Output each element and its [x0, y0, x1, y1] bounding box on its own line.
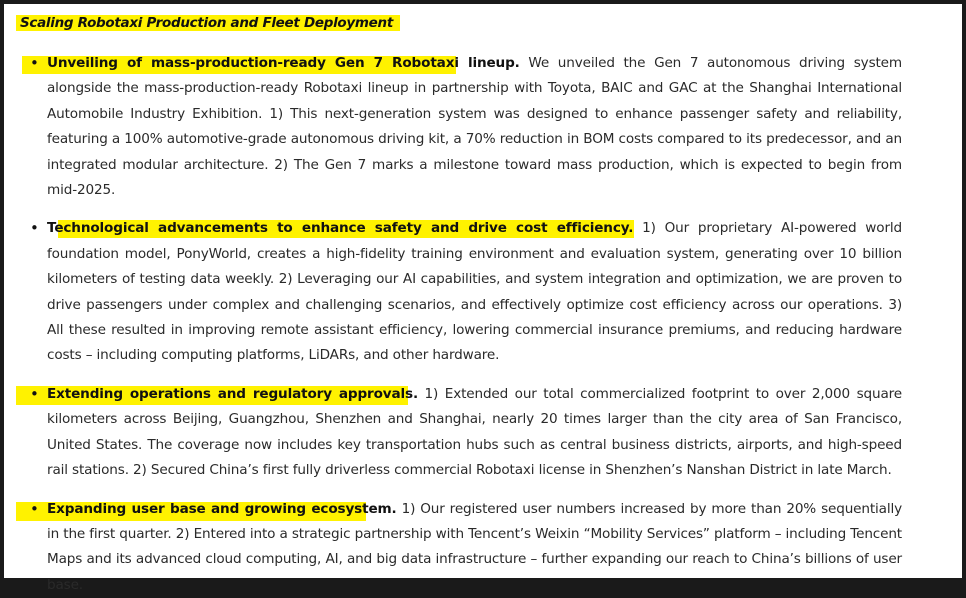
bullet-body: 1) Our registered user numbers increased by more than 20% sequentially in the first quarter. 2) Entered into a strategic partnership with Tencent’s Weixin “Mobility Services” platform – including Tencent Maps and its advanced cloud computing, AI, and big data infrastructure – further expanding our reach to China’s billions of user base.: [47, 501, 902, 593]
bullet-heading: Unveiling of mass-production-ready Gen 7 Robotaxi lineup.: [47, 55, 520, 71]
bullet-item-tech: [20, 216, 902, 368]
document-page: [4, 4, 962, 578]
bullet-heading: Technological advancements to enhance safety and drive cost efficiency.: [47, 220, 633, 236]
bullet-body: 1) Our proprietary AI-powered world foundation model, PonyWorld, creates a high-fidelity training environment and evaluation system, generating over 10 billion kilometers of testing data weekly. 2) Leveraging our AI capabilities, and system integration and optimization, we are proven to drive passengers under complex and challenging scenarios, and effectively optimize cost efficiency across our operations. 3) All these resulted in improving remote assistant efficiency, lowering commercial insurance premiums, and reducing hardware costs – including computing platforms, LiDARs, and other hardware.: [47, 220, 902, 363]
bullet-item-gen7: [20, 51, 902, 203]
bullet-heading: Extending operations and regulatory approvals.: [47, 386, 418, 402]
bullet-item-users: [20, 497, 902, 598]
bullet-body: 1) Extended our total commercialized footprint to over 2,000 square kilometers across Beijing, Guangzhou, Shenzhen and Shanghai, nearly 20 times larger than the city area of San Francisco, United States. The coverage now includes key transportation hubs such as central business districts, airports, and high-speed rail stations. 2) Secured China’s first fully driverless commercial Robotaxi license in Shenzhen’s Nanshan District in late March.: [47, 386, 902, 478]
section-title-wrap: [20, 15, 902, 37]
bullet-body: We unveiled the Gen 7 autonomous driving system alongside the mass-production-ready Robotaxi lineup in partnership with Toyota, BAIC and GAC at the Shanghai International Automobile Industry Exhibition. 1) This next-generation system was designed to enhance passenger safety and reliability, featuring a 100% automotive-grade autonomous driving kit, a 70% reduction in BOM costs compared to its predecessor, and an integrated modular architecture. 2) The Gen 7 marks a milestone toward mass production, which is expected to begin from mid-2025.: [47, 55, 902, 198]
bullet-list: [20, 51, 902, 598]
bullet-item-operations: [20, 382, 902, 484]
bullet-heading: Expanding user base and growing ecosystem.: [47, 501, 397, 517]
section-title: Scaling Robotaxi Production and Fleet Deployment: [20, 15, 902, 31]
